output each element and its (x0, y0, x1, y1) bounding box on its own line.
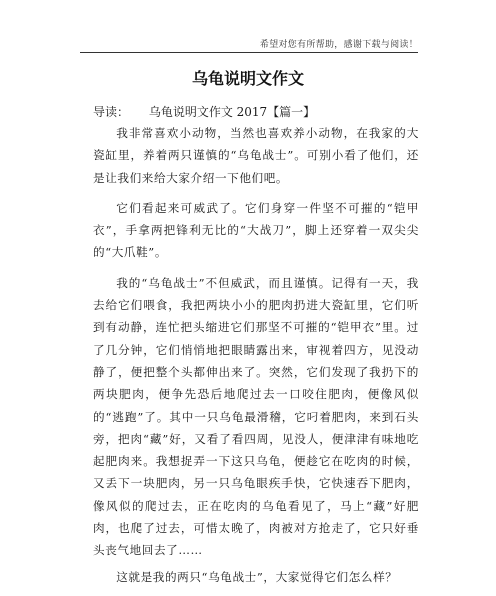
lead-line (93, 103, 315, 120)
page-title: 乌龟说明文作文 (191, 69, 304, 88)
paragraph: 它们看起来可威武了。它们身穿一件坚不可摧的“铠甲衣”，手拿两把锋利无比的“大战刀”，脚上还穿着一双尖尖的“大爪鞋”。 (93, 200, 419, 260)
header-divider (80, 52, 418, 53)
lead-text: 乌龟说明文作文 2017【篇一】 (148, 105, 316, 119)
article-body (93, 122, 419, 596)
header-note: 希望对您有所帮助，感谢下载与阅读！ (259, 40, 418, 50)
paragraph: 我的“乌龟战士”不但威武，而且谨慎。记得有一天，我去给它们喂食，我把两块小小的肥肉扔进大瓷缸里，它们听到有动静，连忙把头缩进它们那坚不可摧的“铠甲衣”里。过了几分钟，它们悄悄地把眼睛露出来，审视着四方，见没动静了，便把整个头都伸出来了。突然，它们发现了我扔下的两块肥肉，便争先恐后地爬过去一口咬住肥肉，便像风似的“逃跑”了。其中一只乌龟最滑稽，它叼着肥肉，来到石头旁，把肉“藏”好，又看了看四周，见没人，便津津有味地吃起肥肉来。我想捉弄一下这只乌龟，便趁它在吃肉的时候，又丢下一块肥肉，另一只乌龟眼疾手快，它快速吞下肥肉，像风似的爬过去，正在吃肉的乌龟看见了，马上“藏”好肥肉，也爬了过去，可惜太晚了，肉被对方抢走了，它只好垂头丧气地回去了…… (93, 275, 419, 558)
paragraph: 这就是我的两只“乌龟战士”，大家觉得它们怎么样？ (116, 569, 398, 584)
lead-label: 导读： (93, 105, 130, 119)
paragraph: 我非常喜欢小动物，当然也喜欢养小动物，在我家的大瓷缸里，养着两只谨慎的“乌龟战士”。可别小看了他们，还是让我们来给大家介绍一下他们吧。 (93, 126, 419, 185)
